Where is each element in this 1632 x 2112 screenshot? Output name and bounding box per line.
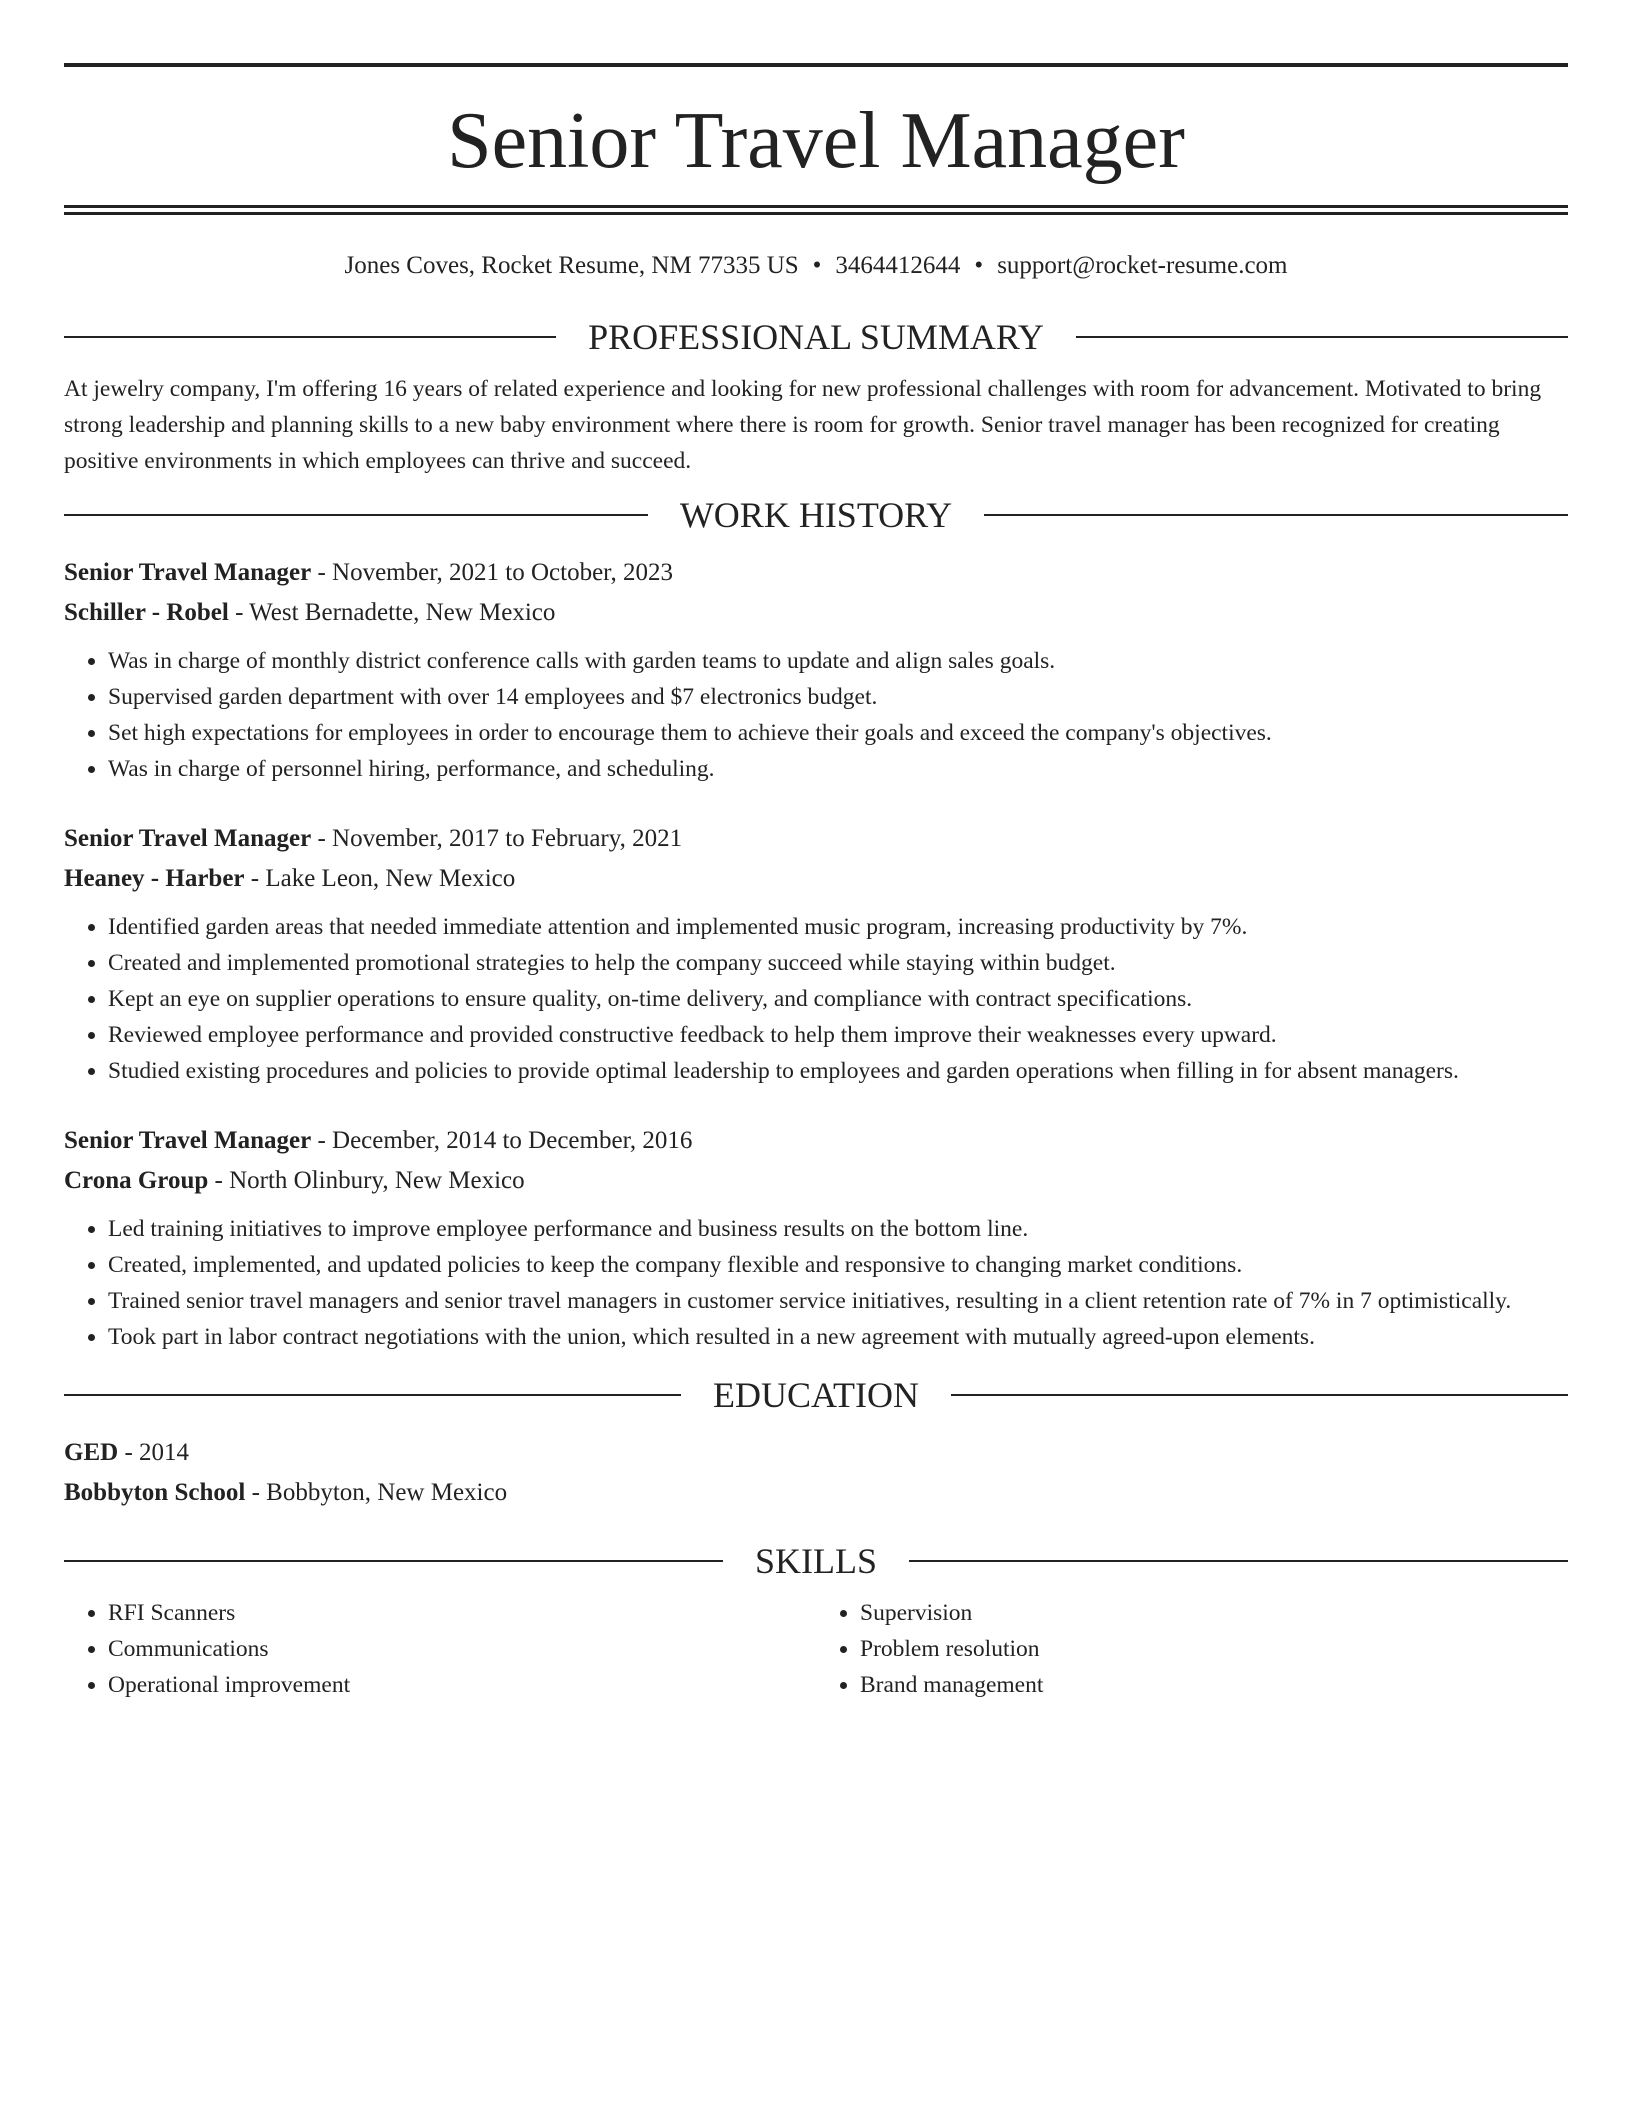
job-title-line [64, 819, 1568, 859]
job-company: Crona Group [64, 1167, 209, 1194]
contact-separator: • [974, 252, 984, 279]
job-company: Schiller - Robel [64, 599, 229, 626]
job-company-line [64, 859, 1568, 899]
skill-item: • Supervision [860, 1595, 1568, 1631]
job-title-line [64, 1121, 1568, 1161]
education-degree-line [64, 1433, 1568, 1473]
job-bullet: • Studied existing procedures and policies to provide optimal leadership to employees and garden operations when filling in for absent managers. [108, 1053, 1568, 1089]
heading-rule-left [64, 336, 556, 338]
heading-rule-right [1076, 336, 1568, 338]
resume-name: Senior Travel Manager [447, 97, 1185, 185]
job-location: - West Bernadette, New Mexico [228, 599, 556, 626]
job-bullet: • Kept an eye on supplier operations to ensure quality, on-time delivery, and compliance with contract specifications. [108, 981, 1568, 1017]
top-rule [64, 63, 1568, 67]
skills-heading: SKILLS [755, 1541, 878, 1581]
skill-item: • Operational improvement [108, 1667, 816, 1703]
heading-rule-right [951, 1394, 1568, 1396]
summary-heading: PROFESSIONAL SUMMARY [588, 317, 1044, 357]
job-bullets [64, 643, 1568, 787]
heading-rule-left [64, 1394, 681, 1396]
education-entry [64, 1433, 1568, 1513]
skill-item: • Problem resolution [860, 1631, 1568, 1667]
contact-email[interactable]: support@rocket-resume.com [997, 252, 1288, 279]
work-section-heading [64, 493, 1568, 537]
skill-item: • RFI Scanners [108, 1595, 816, 1631]
job-dates: - November, 2017 to February, 2021 [311, 825, 683, 852]
job-bullets [64, 909, 1568, 1089]
heading-rule-left [64, 514, 648, 516]
job-bullet: • Was in charge of personnel hiring, performance, and scheduling. [108, 751, 1568, 787]
skills-list-right [816, 1595, 1568, 1703]
job-bullet: • Created, implemented, and updated policies to keep the company flexible and responsive to changing market conditions. [108, 1247, 1568, 1283]
job-bullet: • Trained senior travel managers and senior travel managers in customer service initiatives, resulting in a client retention rate of 7% in 7 optimistically. [108, 1283, 1568, 1319]
job-location: - Lake Leon, New Mexico [244, 865, 516, 892]
skills-list-left [64, 1595, 816, 1703]
summary-section-heading [64, 315, 1568, 359]
skills-columns [64, 1595, 1568, 1703]
job-bullet: • Created and implemented promotional strategies to help the company succeed while staying within budget. [108, 945, 1568, 981]
education-school: Bobbyton School [64, 1479, 246, 1506]
job-entry [64, 819, 1568, 1089]
name-double-rule [64, 205, 1568, 215]
job-company: Heaney - Harber [64, 865, 245, 892]
job-bullet: • Identified garden areas that needed immediate attention and implemented music program, increasing productivity by 7%. [108, 909, 1568, 945]
job-bullet: • Was in charge of monthly district conference calls with garden teams to update and align sales goals. [108, 643, 1568, 679]
heading-rule-right [909, 1560, 1568, 1562]
education-section-heading [64, 1373, 1568, 1417]
job-dates: - November, 2021 to October, 2023 [311, 559, 674, 586]
skill-item: • Communications [108, 1631, 816, 1667]
job-location: - North Olinbury, New Mexico [208, 1167, 525, 1194]
job-bullet: • Led training initiatives to improve employee performance and business results on the bottom line. [108, 1211, 1568, 1247]
job-bullet: • Reviewed employee performance and provided constructive feedback to help them improve their weaknesses every upward. [108, 1017, 1568, 1053]
job-company-line [64, 593, 1568, 633]
education-degree: GED [64, 1439, 119, 1466]
education-location: - Bobbyton, New Mexico [245, 1479, 508, 1506]
education-heading: EDUCATION [713, 1375, 919, 1415]
education-year: - 2014 [118, 1439, 190, 1466]
heading-rule-left [64, 1560, 723, 1562]
job-bullets [64, 1211, 1568, 1355]
summary-text: At jewelry company, I'm offering 16 years of related experience and looking for new professional challenges with room for advancement. Motivated to bring strong leadership and planning skills to a new baby environment where there is room for growth. Senior travel manager has been recognized for creating positive environments in which employees can thrive and succeed. [64, 376, 1542, 474]
contact-line [64, 251, 1568, 281]
job-dates: - December, 2014 to December, 2016 [311, 1127, 693, 1154]
contact-phone: 3464412644 [835, 252, 961, 279]
job-title: Senior Travel Manager [64, 1127, 312, 1154]
job-bullet: • Supervised garden department with over 14 employees and $7 electronics budget. [108, 679, 1568, 715]
work-heading: WORK HISTORY [679, 495, 953, 535]
job-bullet: • Took part in labor contract negotiations with the union, which resulted in a new agreement with mutually agreed-upon elements. [108, 1319, 1568, 1355]
skills-section-heading [64, 1539, 1568, 1583]
contact-separator: • [812, 252, 822, 279]
job-entry [64, 553, 1568, 787]
job-entry [64, 1121, 1568, 1355]
contact-address: Jones Coves, Rocket Resume, NM 77335 US [344, 252, 799, 279]
job-title: Senior Travel Manager [64, 825, 312, 852]
skill-item: • Brand management [860, 1667, 1568, 1703]
heading-rule-right [984, 514, 1568, 516]
education-school-line [64, 1473, 1568, 1513]
job-bullet: • Set high expectations for employees in order to encourage them to achieve their goals and exceed the company's objectives. [108, 715, 1568, 751]
job-title: Senior Travel Manager [64, 559, 312, 586]
job-title-line [64, 553, 1568, 593]
job-company-line [64, 1161, 1568, 1201]
